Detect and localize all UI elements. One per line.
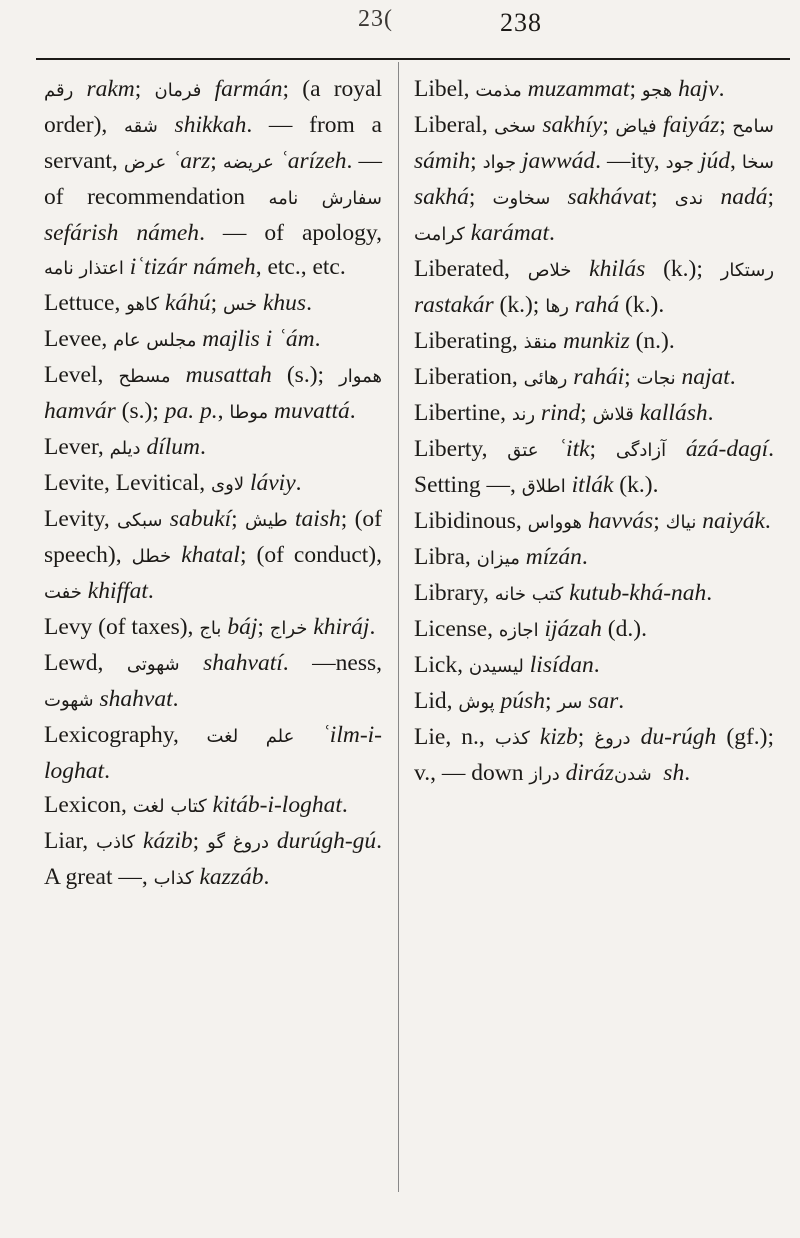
arabic-script: ندى xyxy=(674,188,704,209)
headword: Liberal, xyxy=(414,112,495,138)
gloss-text: . xyxy=(306,290,312,316)
gloss-text: ; xyxy=(719,112,733,138)
transliteration: majlis i ʿám xyxy=(196,326,315,352)
transliteration: ʿitk xyxy=(538,436,590,462)
dictionary-entry xyxy=(44,466,382,502)
headword: Libra, xyxy=(414,544,477,570)
arabic-script: كتاب لغت xyxy=(132,796,207,817)
gloss-text: , xyxy=(217,398,230,424)
gloss-text: . Setting —, xyxy=(414,436,774,498)
arabic-script: رستكار xyxy=(720,260,775,281)
arabic-script: هوواس xyxy=(527,512,583,533)
headword: Lever, xyxy=(44,434,110,460)
transliteration: rakm xyxy=(73,76,135,102)
transliteration: muzammat xyxy=(521,76,630,102)
gloss-text: ; xyxy=(767,184,775,210)
transliteration: ijázah xyxy=(538,616,602,642)
arabic-script: علم لغت xyxy=(206,726,295,747)
gloss-text: . xyxy=(199,434,206,460)
arabic-script: سخى xyxy=(494,116,536,137)
arabic-script: سفارش نامه xyxy=(268,188,382,209)
transliteration: ázá-dagí xyxy=(666,436,769,462)
gloss-text: ; xyxy=(210,148,223,174)
transliteration: pa. p. xyxy=(164,398,218,424)
arabic-script: عتق xyxy=(507,440,539,461)
gloss-text: (k.). xyxy=(619,292,665,318)
transliteration: sabukí xyxy=(162,506,232,532)
gloss-text: . xyxy=(104,758,110,784)
gloss-text: . xyxy=(549,220,555,246)
dictionary-entry xyxy=(44,788,382,824)
dictionary-entry xyxy=(44,646,382,718)
gloss-text: . —ity, xyxy=(595,148,666,174)
arabic-script: طيش xyxy=(245,510,288,531)
gloss-text: . xyxy=(707,400,714,426)
dictionary-entry xyxy=(414,612,774,648)
dictionary-entry xyxy=(414,720,774,792)
right-column xyxy=(414,72,774,792)
gloss-text: . xyxy=(263,864,270,890)
transliteration: musattah xyxy=(170,362,272,388)
dictionary-entry xyxy=(414,432,774,504)
dictionary-entry xyxy=(414,360,774,396)
gloss-text: ; xyxy=(134,76,155,102)
arabic-script: خس xyxy=(223,294,258,315)
gloss-text: ; xyxy=(580,400,593,426)
arabic-script: جواد xyxy=(482,152,517,173)
transliteration: itlák xyxy=(565,472,614,498)
arabic-script: كتب خانه xyxy=(494,584,564,605)
arabic-script: هجو xyxy=(641,80,673,101)
headword: Lick, xyxy=(414,652,469,678)
dictionary-entry xyxy=(44,358,382,430)
transliteration: kazzáb xyxy=(193,864,264,890)
transliteration: havvás xyxy=(582,508,654,534)
transliteration: rahái xyxy=(567,364,625,390)
arabic-script: خلاص xyxy=(527,260,572,281)
arabic-script: دراز xyxy=(529,764,560,785)
gloss-text: (k.); xyxy=(493,292,546,318)
transliteration: ʿarz xyxy=(166,148,211,174)
dictionary-entry xyxy=(44,322,382,358)
headword: Libel, xyxy=(414,76,476,102)
transliteration: karámat xyxy=(464,220,550,246)
gloss-text: (n.). xyxy=(629,328,675,354)
headword: Lid, xyxy=(414,688,459,714)
arabic-script: مجلس عام xyxy=(113,330,197,351)
gloss-text: . xyxy=(581,544,588,570)
headword: Levite, Levitical, xyxy=(44,470,212,496)
arabic-script: شقه xyxy=(124,116,158,137)
gloss-text: . xyxy=(729,364,736,390)
dictionary-entry xyxy=(44,430,382,466)
arabic-script: دروغ گو xyxy=(207,832,269,853)
arabic-script: موطا xyxy=(229,402,269,423)
page-number-left: 23( xyxy=(358,6,393,32)
arabic-script: فرمان xyxy=(154,80,202,101)
arabic-script: كرامت xyxy=(414,224,465,245)
dictionary-entry xyxy=(44,718,382,788)
arabic-script: كاهو xyxy=(126,294,160,315)
gloss-text: (k.); xyxy=(645,256,721,282)
transliteration: sar xyxy=(582,688,619,714)
transliteration: munkiz xyxy=(557,328,630,354)
transliteration: khilás xyxy=(571,256,646,282)
transliteration: kizb xyxy=(529,724,578,750)
transliteration: khiráj xyxy=(307,614,370,640)
arabic-script: نجات xyxy=(636,368,676,389)
arabic-script: لاوى xyxy=(211,474,245,495)
gloss-text: . xyxy=(618,688,625,714)
gloss-text: . — of recommendation xyxy=(44,148,383,210)
transliteration: báj xyxy=(221,614,258,640)
headword: Liberty, xyxy=(414,436,508,462)
arabic-script: شهوتى xyxy=(126,654,180,675)
gloss-text: ; xyxy=(629,76,642,102)
arabic-script: آزادگى xyxy=(615,440,667,461)
gloss-text: ; xyxy=(589,436,616,462)
gloss-text: ; xyxy=(624,364,637,390)
gloss-text: ; xyxy=(577,724,595,750)
arabic-script: ديلم xyxy=(109,438,141,459)
transliteration: farmán xyxy=(201,76,283,102)
transliteration: khus xyxy=(257,290,307,316)
gloss-text: (s.); xyxy=(115,398,165,424)
gloss-text: ; (a royal order), xyxy=(44,76,382,138)
arabic-script: سر xyxy=(557,692,583,713)
transliteration: kitáb-i-loghat xyxy=(206,792,342,818)
dictionary-entry xyxy=(414,252,774,324)
gloss-text: . xyxy=(147,578,154,604)
arabic-script: ليسيدن xyxy=(468,656,524,677)
gloss-text: ; xyxy=(257,614,270,640)
gloss-text: . xyxy=(341,792,348,818)
headword: Levity, xyxy=(44,506,118,532)
gloss-text: ; xyxy=(544,688,558,714)
gloss-text: ; (of speech), xyxy=(44,506,382,568)
gloss-text: . xyxy=(706,580,713,606)
transliteration: du-rúgh xyxy=(630,724,717,750)
dictionary-entry xyxy=(44,610,382,646)
gloss-text: , xyxy=(730,148,742,174)
arabic-script: جود xyxy=(665,152,695,173)
dictionary-entry xyxy=(414,648,774,684)
dictionary-entry xyxy=(414,504,774,540)
headword: License, xyxy=(414,616,499,642)
gloss-text: (gf.); v., — down xyxy=(414,724,774,786)
gloss-text: . xyxy=(172,686,179,712)
arabic-script: خراج xyxy=(269,618,308,639)
headword: Libidinous, xyxy=(414,508,528,534)
arabic-script: منقذ xyxy=(523,332,558,353)
dictionary-entry xyxy=(414,396,774,432)
dictionary-entry xyxy=(44,72,382,286)
transliteration: sakhíy xyxy=(535,112,603,138)
dictionary-entry xyxy=(414,684,774,720)
gloss-text: . xyxy=(764,508,771,534)
transliteration: naiyák xyxy=(696,508,765,534)
gloss-text: . —ness, xyxy=(282,650,382,676)
gloss-text: . xyxy=(684,760,691,786)
transliteration: káhú xyxy=(159,290,211,316)
gloss-text: ; xyxy=(602,112,616,138)
transliteration: púsh xyxy=(494,688,545,714)
transliteration: kutub-khá-nah xyxy=(563,580,707,606)
transliteration: dílum xyxy=(140,434,200,460)
transliteration: najat xyxy=(675,364,730,390)
dictionary-entry xyxy=(44,286,382,322)
transliteration: hamvár xyxy=(44,398,116,424)
arabic-script: اعتذار نامه xyxy=(44,258,124,279)
arabic-script: مسطح xyxy=(118,366,171,387)
transliteration: sh xyxy=(657,760,685,786)
arabic-script: رقم xyxy=(44,80,74,101)
transliteration: jawwád xyxy=(516,148,596,174)
column-divider xyxy=(398,62,399,1192)
transliteration: iʿtizár námeh xyxy=(123,254,256,280)
arabic-script: هموار xyxy=(339,366,382,387)
transliteration: hajv xyxy=(672,76,719,102)
headword: Levee, xyxy=(44,326,114,352)
headword: Lettuce, xyxy=(44,290,127,316)
arabic-script: سخاوت xyxy=(492,188,551,209)
gloss-text: , etc., etc. xyxy=(255,254,346,280)
header-rule xyxy=(36,58,790,60)
headword: Lie, n., xyxy=(414,724,495,750)
gloss-text: ; xyxy=(231,506,245,532)
page-number-right: 238 xyxy=(500,8,542,37)
dictionary-entry xyxy=(44,824,382,896)
transliteration: láviy xyxy=(244,470,296,496)
arabic-script: باج xyxy=(199,618,222,639)
headword: Lexicon, xyxy=(44,792,133,818)
arabic-script: رهائى xyxy=(523,368,568,389)
arabic-script: رها xyxy=(545,296,569,317)
arabic-script: اجازه xyxy=(498,620,539,641)
arabic-script: عرض xyxy=(123,152,167,173)
transliteration: sefárish námeh xyxy=(44,220,200,246)
dictionary-entry xyxy=(414,576,774,612)
headword: Lexicography, xyxy=(44,722,207,748)
gloss-text: . xyxy=(295,470,302,496)
arabic-script: شدن xyxy=(613,764,658,785)
gloss-text: . A great —, xyxy=(44,828,383,890)
headword: Liberated, xyxy=(414,256,528,282)
headword: Libertine, xyxy=(414,400,512,426)
transliteration: durúgh-gú xyxy=(268,828,377,854)
transliteration: shikkah xyxy=(157,112,247,138)
gloss-text: ; xyxy=(653,508,666,534)
arabic-script: نياك xyxy=(665,512,697,533)
transliteration: rahá xyxy=(568,292,620,318)
dictionary-entry xyxy=(414,108,774,252)
arabic-script: كاذب xyxy=(96,832,136,853)
transliteration: rind xyxy=(535,400,581,426)
gloss-text: ; xyxy=(210,290,224,316)
transliteration: shahvat xyxy=(93,686,173,712)
gloss-text: ; xyxy=(651,184,675,210)
gloss-text: ; xyxy=(192,828,208,854)
transliteration: júd xyxy=(694,148,730,174)
dictionary-entry xyxy=(414,540,774,576)
transliteration: faiyáz xyxy=(656,112,720,138)
arabic-script: كذب xyxy=(494,728,530,749)
transliteration: ʿarízeh xyxy=(273,148,347,174)
arabic-script: خطل xyxy=(131,546,172,567)
transliteration: shahvatí xyxy=(179,650,283,676)
gloss-text: ; xyxy=(470,148,483,174)
gloss-text: ; xyxy=(468,184,493,210)
transliteration: muvattá xyxy=(268,398,350,424)
gloss-text: . — of apology, xyxy=(199,220,383,246)
arabic-script: مذمت xyxy=(475,80,522,101)
dictionary-entry xyxy=(44,502,382,610)
arabic-script: فياض xyxy=(615,116,657,137)
transliteration: nadá xyxy=(703,184,768,210)
headword: Level, xyxy=(44,362,119,388)
gloss-text: . — from a servant, xyxy=(44,112,382,174)
gloss-text: (s.); xyxy=(271,362,340,388)
dictionary-entry xyxy=(414,72,774,108)
headword: Liar, xyxy=(44,828,97,854)
transliteration: khiffat xyxy=(81,578,148,604)
gloss-text: . xyxy=(314,326,321,352)
arabic-script: كذاب xyxy=(153,868,194,889)
left-column xyxy=(44,72,382,896)
transliteration: sakhávat xyxy=(550,184,652,210)
gloss-text: . xyxy=(593,652,600,678)
headword: Liberating, xyxy=(414,328,524,354)
transliteration: mízán xyxy=(519,544,582,570)
gloss-text: ; (of conduct), xyxy=(239,542,382,568)
arabic-script: اطلاق xyxy=(521,476,566,497)
transliteration: khatal xyxy=(171,542,240,568)
gloss-text: . xyxy=(369,614,376,640)
transliteration: taish xyxy=(287,506,341,532)
gloss-text: (d.). xyxy=(601,616,647,642)
gloss-text: (k.). xyxy=(613,472,659,498)
transliteration: sakhá xyxy=(414,184,469,210)
arabic-script: سامح xyxy=(732,116,775,137)
transliteration: sámih xyxy=(414,148,471,174)
arabic-script: پوش xyxy=(458,692,495,713)
arabic-script: عريضه xyxy=(222,152,274,173)
transliteration: ʿilm-i-loghat xyxy=(44,722,382,784)
dictionary-entry xyxy=(414,324,774,360)
arabic-script: سبكى xyxy=(117,510,163,531)
arabic-script: رند xyxy=(511,404,536,425)
headword: Lewd, xyxy=(44,650,127,676)
arabic-script: قلاش xyxy=(592,404,634,425)
arabic-script: خفت xyxy=(44,582,82,603)
headword: Liberation, xyxy=(414,364,524,390)
transliteration: lisídan xyxy=(523,652,594,678)
transliteration: diráz xyxy=(559,760,614,786)
arabic-script: دروغ xyxy=(594,728,631,749)
headword: Library, xyxy=(414,580,495,606)
headword: Levy (of taxes), xyxy=(44,614,200,640)
gloss-text: . xyxy=(718,76,725,102)
transliteration: kallásh xyxy=(633,400,708,426)
transliteration: rastakár xyxy=(414,292,494,318)
gloss-text: . xyxy=(349,398,356,424)
transliteration: kázib xyxy=(135,828,193,854)
arabic-script: ميزان xyxy=(476,548,520,569)
arabic-script: سخا xyxy=(741,152,774,173)
arabic-script: شهوت xyxy=(44,690,94,711)
